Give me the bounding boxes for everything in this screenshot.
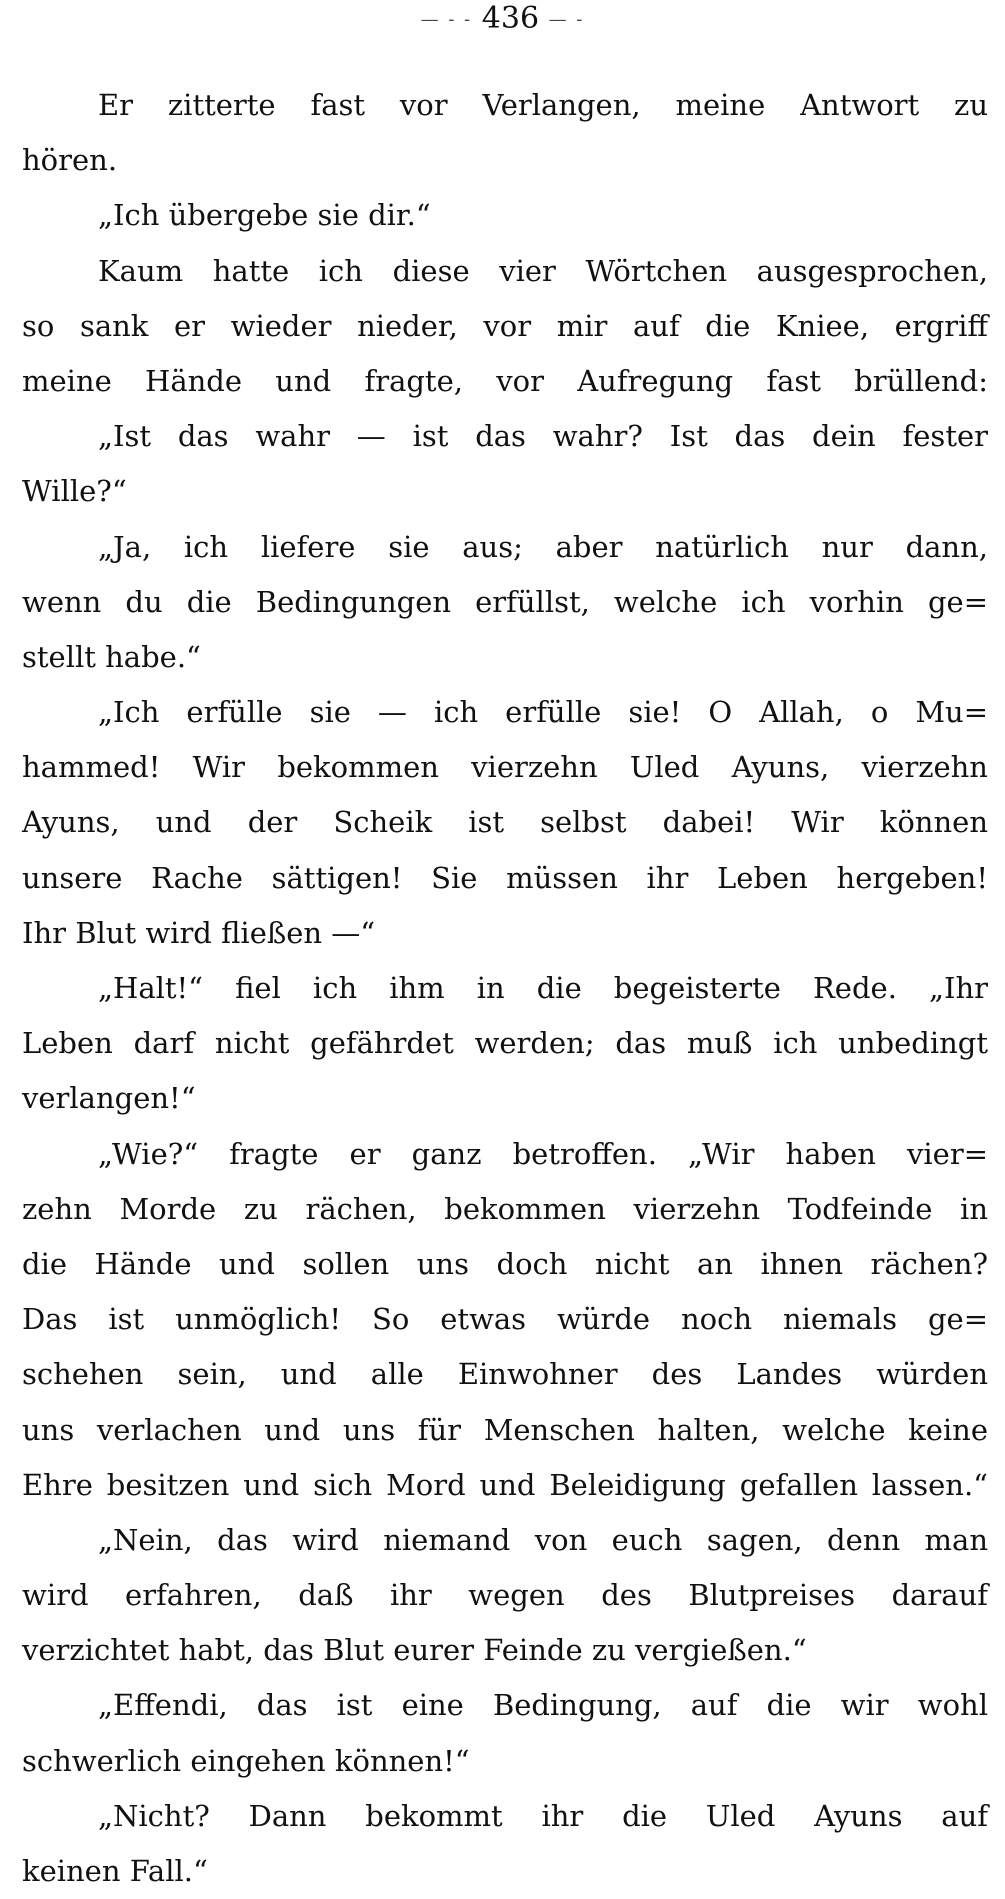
text-line: hören. [22,143,118,178]
text-line: Kaum hatte ich diese vier Wörtchen ausgesprochen, [98,253,988,288]
text-line: Ehre besitzen und sich Mord und Beleidigung gefallen lassen.“ [22,1467,988,1502]
page-number-text: 436 [481,1,540,36]
text-line: „Ich übergebe sie dir.“ [98,198,431,233]
text-line: „Nein, das wird niemand von euch sagen, denn man [98,1522,988,1557]
text-line: keinen Fall.“ [22,1854,208,1888]
text-line: schehen sein, und alle Einwohner des Landes würden [22,1357,988,1392]
text-line: wenn du die Bedingungen erfüllst, welche ich vorhin ge= [22,584,988,619]
text-line: Das ist unmöglich! So etwas würde noch niemals ge= [22,1302,988,1337]
text-line: „Ich erfülle sie — ich erfülle sie! O Allah, o Mu= [98,695,988,730]
text-line: „Ja, ich liefere sie aus; aber natürlich nur dann, [98,529,988,564]
text-line: verzichtet habt, das Blut eurer Feinde zu vergießen.“ [22,1633,807,1668]
text-line: stellt habe.“ [22,639,201,674]
page-number-left-ornament: — - - [420,9,473,30]
text-line: Wille?“ [22,474,127,509]
text-line: „Nicht? Dann bekommt ihr die Uled Ayuns auf [98,1798,988,1833]
text-line: wird erfahren, daß ihr wegen des Blutpreises darauf [22,1578,988,1613]
body-text [22,78,988,1899]
text-line: verlangen!“ [22,1081,196,1116]
text-line: „Ist das wahr — ist das wahr? Ist das dein fester [98,419,988,454]
text-line: meine Hände und fragte, vor Aufregung fast brüllend: [22,363,988,398]
page-number [0,2,1005,37]
text-line: Ayuns, und der Scheik ist selbst dabei! Wir können [22,805,988,840]
text-line: hammed! Wir bekommen vierzehn Uled Ayuns, vierzehn [22,750,988,785]
text-line: „Halt!“ fiel ich ihm in die begeisterte Rede. „Ihr [98,971,988,1005]
text-line: „Effendi, das ist eine Bedingung, auf die wir wohl [98,1688,988,1723]
page-number-right-ornament: — - [548,9,585,30]
text-line: Ihr Blut wird fließen —“ [22,915,376,950]
text-line: schwerlich eingehen können!“ [22,1743,470,1778]
text-line: uns verlachen und uns für Menschen halten, welche keine [22,1412,988,1447]
text-line: zehn Morde zu rächen, bekommen vierzehn Todfeinde in [22,1191,988,1226]
text-line: so sank er wieder nieder, vor mir auf die Kniee, ergriff [22,308,988,343]
text-line: Leben darf nicht gefährdet werden; das muß ich unbedingt [22,1026,988,1061]
text-line: „Wie?“ fragte er ganz betroffen. „Wir haben vier= [98,1136,988,1171]
text-line: unsere Rache sättigen! Sie müssen ihr Leben hergeben! [22,860,988,895]
text-line: die Hände und sollen uns doch nicht an ihnen rächen? [22,1246,988,1281]
text-line: Er zitterte fast vor Verlangen, meine Antwort zu [98,88,988,122]
